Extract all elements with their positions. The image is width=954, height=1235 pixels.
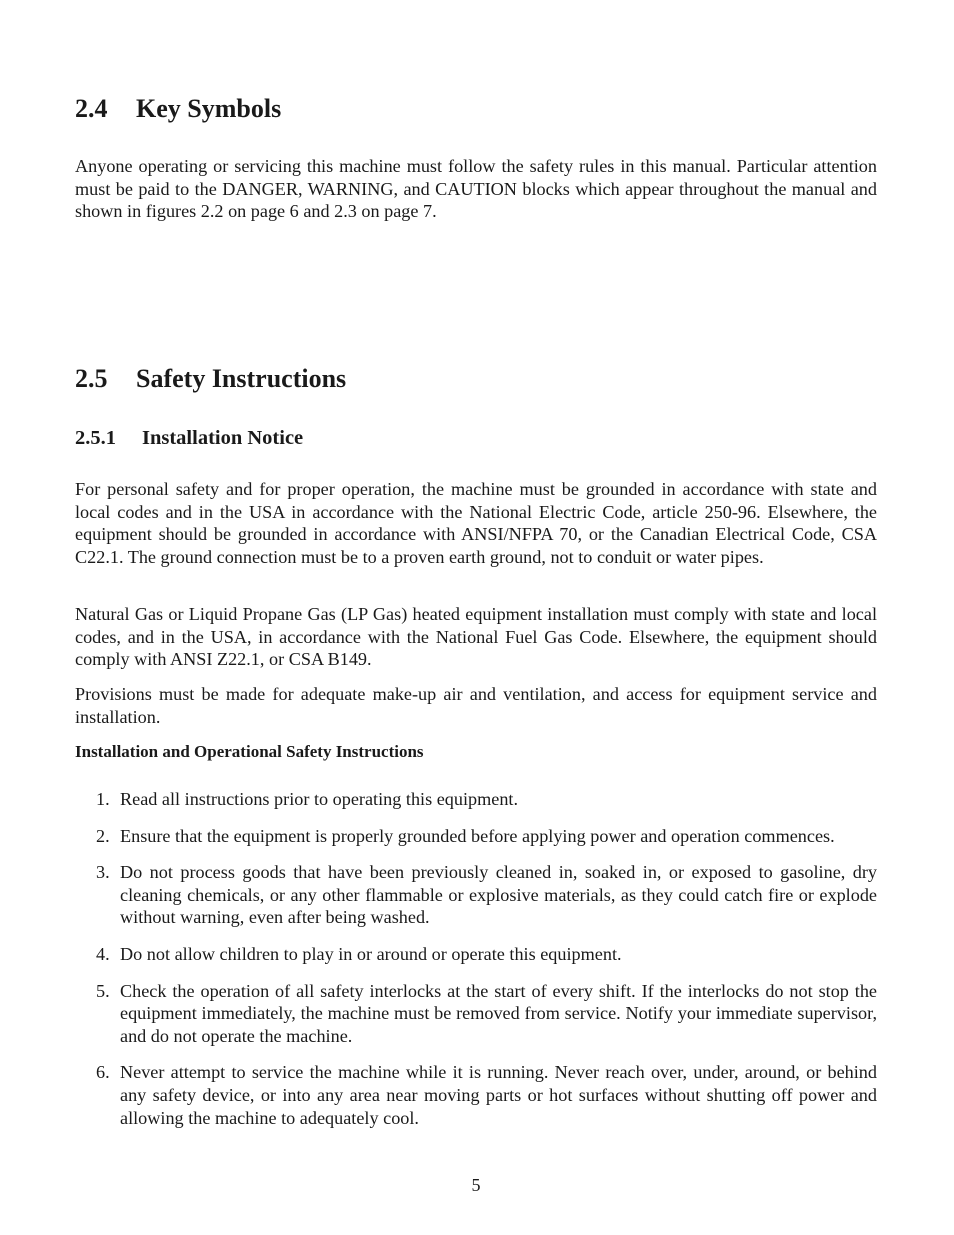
list-item [75,861,877,929]
list-item-number: 1. [96,789,110,809]
list-item [75,788,877,811]
section-number: 2.5 [75,364,108,393]
list-item-text: Check the operation of all safety interlocks at the start of every shift. If the interlocks do not stop the equipment immediately, the machine must be removed from service. Notify your immediate supervisor, and do not operate the machine. [120,980,877,1046]
subsection-number: 2.5.1 [75,427,116,449]
section-title: Key Symbols [136,94,282,123]
list-item-text: Ensure that the equipment is properly grounded before applying power and operation commences. [120,825,835,846]
key-symbols-paragraph: Anyone operating or servicing this machine must follow the safety rules in this manual. Particular attention must be paid to the DANGER, WARNING, and CAUTION blocks which appear throughout the manual and shown in figures 2.2 on page 6 and 2.3 on page 7. [75,156,877,222]
ventilation-paragraph: Provisions must be made for adequate make-up air and ventilation, and access for equipment service and installation. [75,684,877,727]
list-item [75,1061,877,1129]
section-number: 2.4 [75,94,108,123]
list-item-number: 3. [96,862,110,883]
document-page [75,0,877,1235]
subsection-2-5-1-heading [75,427,303,450]
page-number: 5 [471,1175,481,1195]
list-item-number: 6. [96,1062,110,1083]
list-item-number: 2. [96,825,110,846]
section-2-5-heading [75,364,346,394]
list-item-text: Do not allow children to play in or around or operate this equipment. [120,943,622,964]
section-2-4-heading [75,94,281,124]
list-item [75,943,877,966]
gas-paragraph: Natural Gas or Liquid Propane Gas (LP Gas) heated equipment installation must comply with state and local codes, and in the USA, in accordance with the National Fuel Gas Code. Elsewhere, the equipment should comply with ANSI Z22.1, or CSA B149. [75,604,877,670]
section-title: Safety Instructions [136,364,347,393]
list-item-text: Do not process goods that have been previously cleaned in, soaked in, or exposed to gasoline, dry cleaning chemicals, or any other flammable or explosive materials, as they could catch fire or explode without warning, even after being washed. [120,862,877,928]
list-item-number: 5. [96,980,110,1001]
list-item-text: Read all instructions prior to operating this equipment. [120,789,519,809]
list-heading: Installation and Operational Safety Instructions [75,742,424,761]
subsection-title: Installation Notice [142,427,304,449]
list-item-number: 4. [96,943,110,964]
grounding-paragraph: For personal safety and for proper operation, the machine must be grounded in accordance with state and local codes and in the USA in accordance with the National Electric Code, article 250-96. Elsewhere, the equipment should be grounded in accordance with ANSI/NFPA 70, or the Canadian Electrical Code, CSA C22.1. The ground connection must be to a proven earth ground, not to conduit or water pipes. [75,479,877,567]
list-item [75,980,877,1048]
safety-instructions-list [75,788,877,1143]
list-item-text: Never attempt to service the machine while it is running. Never reach over, under, around, or behind any safety device, or into any area near moving parts or hot surfaces without shutting off power and allowing the machine to adequately cool. [120,1062,877,1128]
list-item [75,825,877,848]
